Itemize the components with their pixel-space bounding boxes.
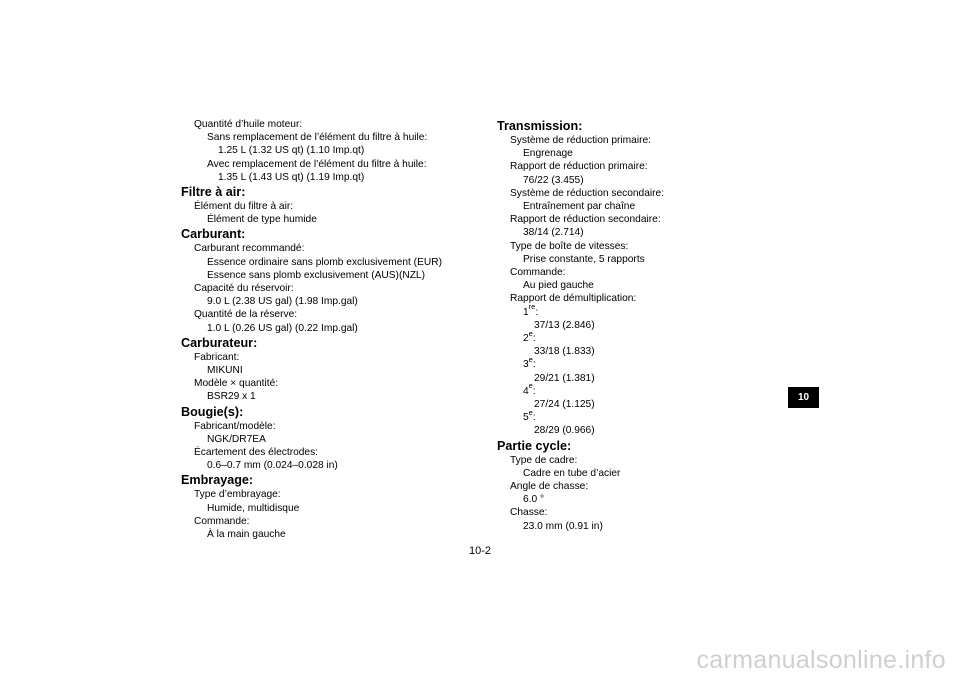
- spec-label: Rapport de démultiplication:: [510, 293, 637, 305]
- gear-ordinal-suffix: re: [528, 302, 536, 312]
- spec-value: Engrenage: [523, 148, 573, 160]
- spec-value: Essence sans plomb exclusivement (AUS)(NZL): [207, 269, 425, 281]
- spec-value: 27/24 (1.125): [534, 399, 595, 411]
- left-spec-column: [181, 118, 471, 541]
- section-heading: Carburant:: [181, 227, 246, 242]
- page-number: 10-2: [468, 545, 492, 557]
- spec-label: Commande:: [194, 515, 250, 527]
- spec-label: Système de réduction primaire:: [510, 135, 651, 146]
- spec-value: 37/13 (2.846): [534, 319, 595, 331]
- spec-value: 23.0 mm (0.91 in): [523, 520, 603, 532]
- spec-value: 0.6–0.7 mm (0.024–0.028 in): [207, 460, 338, 472]
- gear-colon: :: [535, 306, 539, 318]
- spec-label: Type de boîte de vitesses:: [510, 240, 629, 252]
- spec-value: MIKUNI: [207, 365, 243, 377]
- spec-value: 1.25 L (1.32 US qt) (1.10 Imp.qt): [218, 145, 365, 157]
- spec-label: Chasse:: [510, 507, 548, 519]
- spec-value: 1.35 L (1.43 US qt) (1.19 Imp.qt): [218, 171, 365, 183]
- spec-value: Entraînement par chaîne: [523, 201, 636, 213]
- spec-value: 28/29 (0.966): [534, 425, 595, 437]
- spec-value: À la main gauche: [207, 529, 286, 541]
- gear-number: 3: [523, 359, 529, 371]
- gear-colon: :: [532, 385, 536, 397]
- chapter-tab: 10: [788, 387, 819, 408]
- gear-ordinal-suffix: e: [528, 328, 533, 338]
- gear-colon: :: [532, 412, 536, 424]
- spec-value: Humide, multidisque: [207, 502, 300, 514]
- section-heading: Bougie(s):: [181, 404, 244, 419]
- spec-value: Essence ordinaire sans plomb exclusivement (EUR): [207, 256, 442, 268]
- spec-value: 9.0 L (2.38 US gal) (1.98 Imp.gal): [207, 296, 358, 308]
- section-heading: Transmission:: [497, 119, 583, 133]
- section-heading: Partie cycle:: [497, 438, 572, 453]
- spec-value: Sans remplacement de l’élément du filtre à huile:: [207, 132, 428, 144]
- gear-number: 4: [523, 385, 529, 397]
- spec-value: Avec remplacement de l’élément du filtre à huile:: [207, 158, 427, 170]
- spec-value: Élément de type humide: [207, 214, 317, 226]
- spec-label: Fabricant/modèle:: [194, 420, 276, 432]
- section-heading: Embrayage:: [181, 473, 254, 488]
- gear-label: [497, 381, 787, 398]
- spec-value: NGK/DR7EA: [207, 433, 266, 445]
- spec-value: 29/21 (1.381): [534, 372, 595, 384]
- spec-label: Carburant recommandé:: [194, 243, 305, 255]
- spec-value: Au pied gauche: [523, 280, 594, 292]
- spec-label: Angle de chasse:: [510, 481, 589, 493]
- spec-label: Système de réduction secondaire:: [510, 187, 665, 199]
- watermark: carmanualsonline.info: [696, 646, 946, 674]
- gear-label: [497, 355, 787, 371]
- spec-label: Rapport de réduction primaire:: [510, 161, 648, 173]
- spec-label: Commande:: [510, 267, 566, 279]
- spec-label: Type d’embrayage:: [194, 489, 281, 501]
- spec-value: Cadre en tube d’acier: [523, 467, 621, 479]
- spec-label: Rapport de réduction secondaire:: [510, 214, 661, 226]
- spec-label: Fabricant:: [194, 351, 240, 363]
- gear-number: 5: [523, 412, 529, 424]
- section-heading: Carburateur:: [181, 335, 258, 350]
- spec-label: Type de cadre:: [510, 454, 578, 466]
- spec-label: Élément du filtre à air:: [194, 201, 294, 213]
- gear-colon: :: [532, 359, 536, 371]
- right-spec-column: [497, 118, 787, 533]
- spec-label: Quantité de la réserve:: [194, 309, 298, 321]
- gear-label: [497, 407, 787, 424]
- gear-ordinal-suffix: e: [528, 355, 533, 365]
- spec-value: 33/18 (1.833): [534, 346, 595, 358]
- spec-value: 6.0 °: [523, 494, 545, 506]
- spec-label: Capacité du réservoir:: [194, 283, 294, 295]
- spec-value: BSR29 x 1: [207, 391, 256, 403]
- section-heading: Filtre à air:: [181, 185, 246, 200]
- gear-label: [497, 328, 787, 345]
- gear-label: [497, 302, 787, 319]
- spec-label: Quantité d’huile moteur:: [194, 119, 303, 130]
- gear-number: 2: [523, 333, 529, 345]
- gear-ordinal-suffix: e: [528, 381, 533, 391]
- gear-number: 1: [523, 306, 529, 318]
- spec-value: 1.0 L (0.26 US gal) (0.22 Imp.gal): [207, 322, 358, 334]
- spec-label: Modèle × quantité:: [194, 378, 279, 390]
- gear-colon: :: [532, 333, 536, 345]
- gear-ordinal-suffix: e: [528, 407, 533, 417]
- spec-value: 76/22 (3.455): [523, 174, 584, 186]
- spec-label: Écartement des électrodes:: [194, 447, 319, 459]
- spec-value: Prise constante, 5 rapports: [523, 253, 645, 265]
- spec-value: 38/14 (2.714): [523, 227, 584, 239]
